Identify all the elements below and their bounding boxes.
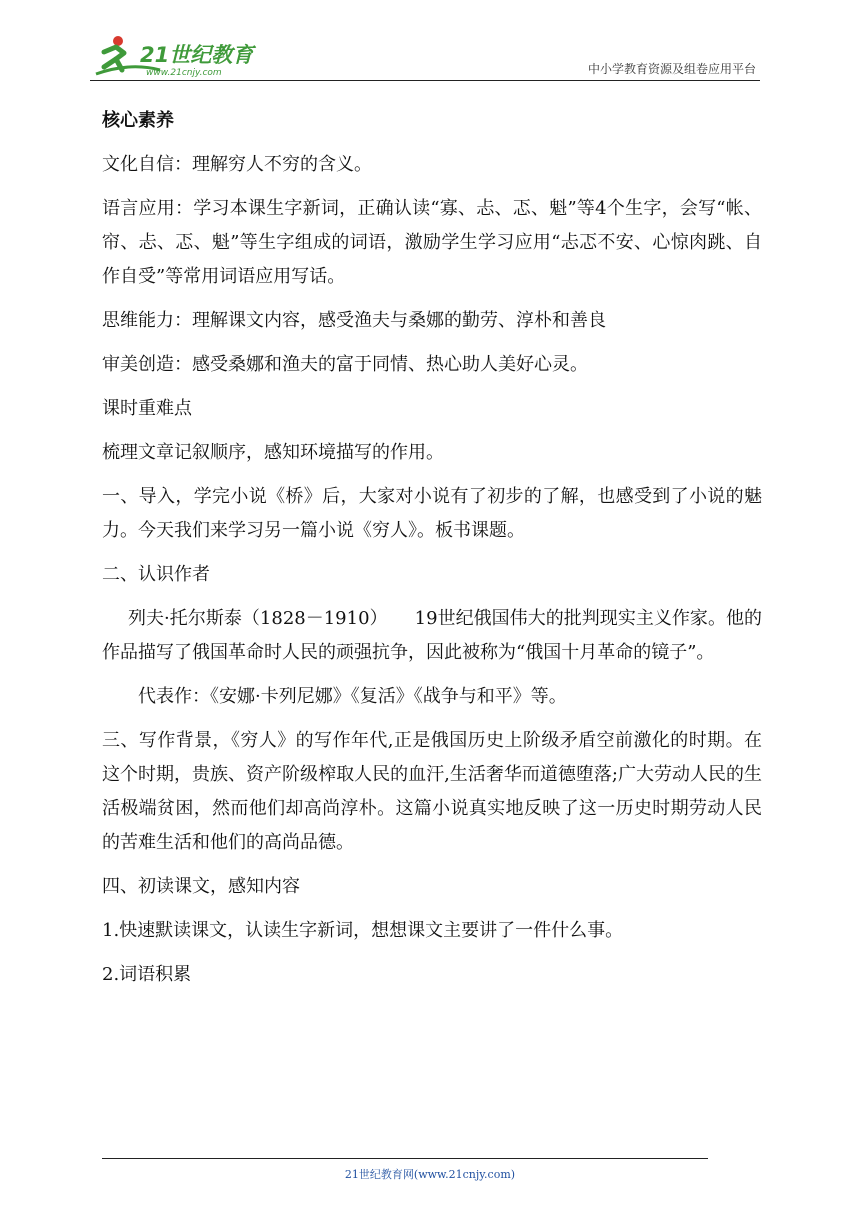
list-item-1: 1.快速默读课文，认读生字新词，想想课文主要讲了一件什么事。 xyxy=(102,920,624,941)
paragraph-language-application: 语言应用：学习本课生字新词，正确认读“寡、忐、忑、魁”等4个生字，会写“帐、帘、忐、忑、魁”等生字组成的词语，激励学生学习应用“忐忑不安、心惊肉跳、自作自受”等常用词语应用写话。 xyxy=(102,198,762,287)
site-logo[interactable] xyxy=(90,32,290,78)
heading-key-difficulties: 课时重难点 xyxy=(102,398,192,419)
list-item-2: 2.词语积累 xyxy=(102,964,192,985)
heading-core-literacy: 核心素养 xyxy=(102,110,174,131)
site-label: 中小学教育资源及组卷应用平台 xyxy=(587,62,756,76)
page-header xyxy=(90,30,760,82)
document-body xyxy=(102,104,762,1002)
paragraph-representative-works: 代表作：《安娜·卡列尼娜》《复活》《战争与和平》等。 xyxy=(138,686,567,707)
heading-first-reading: 四、初读课文，感知内容 xyxy=(102,876,300,897)
paragraph-key-difficulties: 梳理文章记叙顺序，感知环境描写的作用。 xyxy=(102,442,444,463)
runner-logo-icon xyxy=(90,32,290,78)
logo-wordmark: 21世纪教育 xyxy=(140,43,254,67)
logo-url: www.21cnjy.com xyxy=(146,68,222,78)
footer-link[interactable]: 21世纪教育网(www.21cnjy.com) xyxy=(344,1168,516,1181)
footer-rule xyxy=(102,1158,708,1159)
paragraph-aesthetic-creation: 审美创造：感受桑娜和渔夫的富于同情、热心助人美好心灵。 xyxy=(102,354,588,375)
paragraph-background: 三、写作背景，《穷人》的写作年代,正是俄国历史上阶级矛盾空前激化的时期。在这个时期，贵族、资产阶级榨取人民的血汗,生活奢华而道德堕落;广大劳动人民的生活极端贫困，然而他们却高尚淳朴。这篇小说真实地反映了这一历史时期劳动人民的苦难生活和他们的高尚品德。 xyxy=(102,730,762,853)
paragraph-introduction: 一、导入，学完小说《桥》后，大家对小说有了初步的了解，也感受到了小说的魅力。今天我们来学习另一篇小说《穷人》。板书课题。 xyxy=(102,486,762,541)
header-rule xyxy=(90,80,760,81)
paragraph-thinking-ability: 思维能力：理解课文内容，感受渔夫与桑娜的勤劳、淳朴和善良 xyxy=(102,310,606,331)
heading-author: 二、认识作者 xyxy=(102,564,210,585)
paragraph-cultural-confidence: 文化自信：理解穷人不穷的含义。 xyxy=(102,154,372,175)
paragraph-author-bio: 列夫·托尔斯泰（1828－1910） 19世纪俄国伟大的批判现实主义作家。他的作品描写了俄国革命时人民的顽强抗争，因此被称为“俄国十月革命的镜子”。 xyxy=(102,608,762,663)
